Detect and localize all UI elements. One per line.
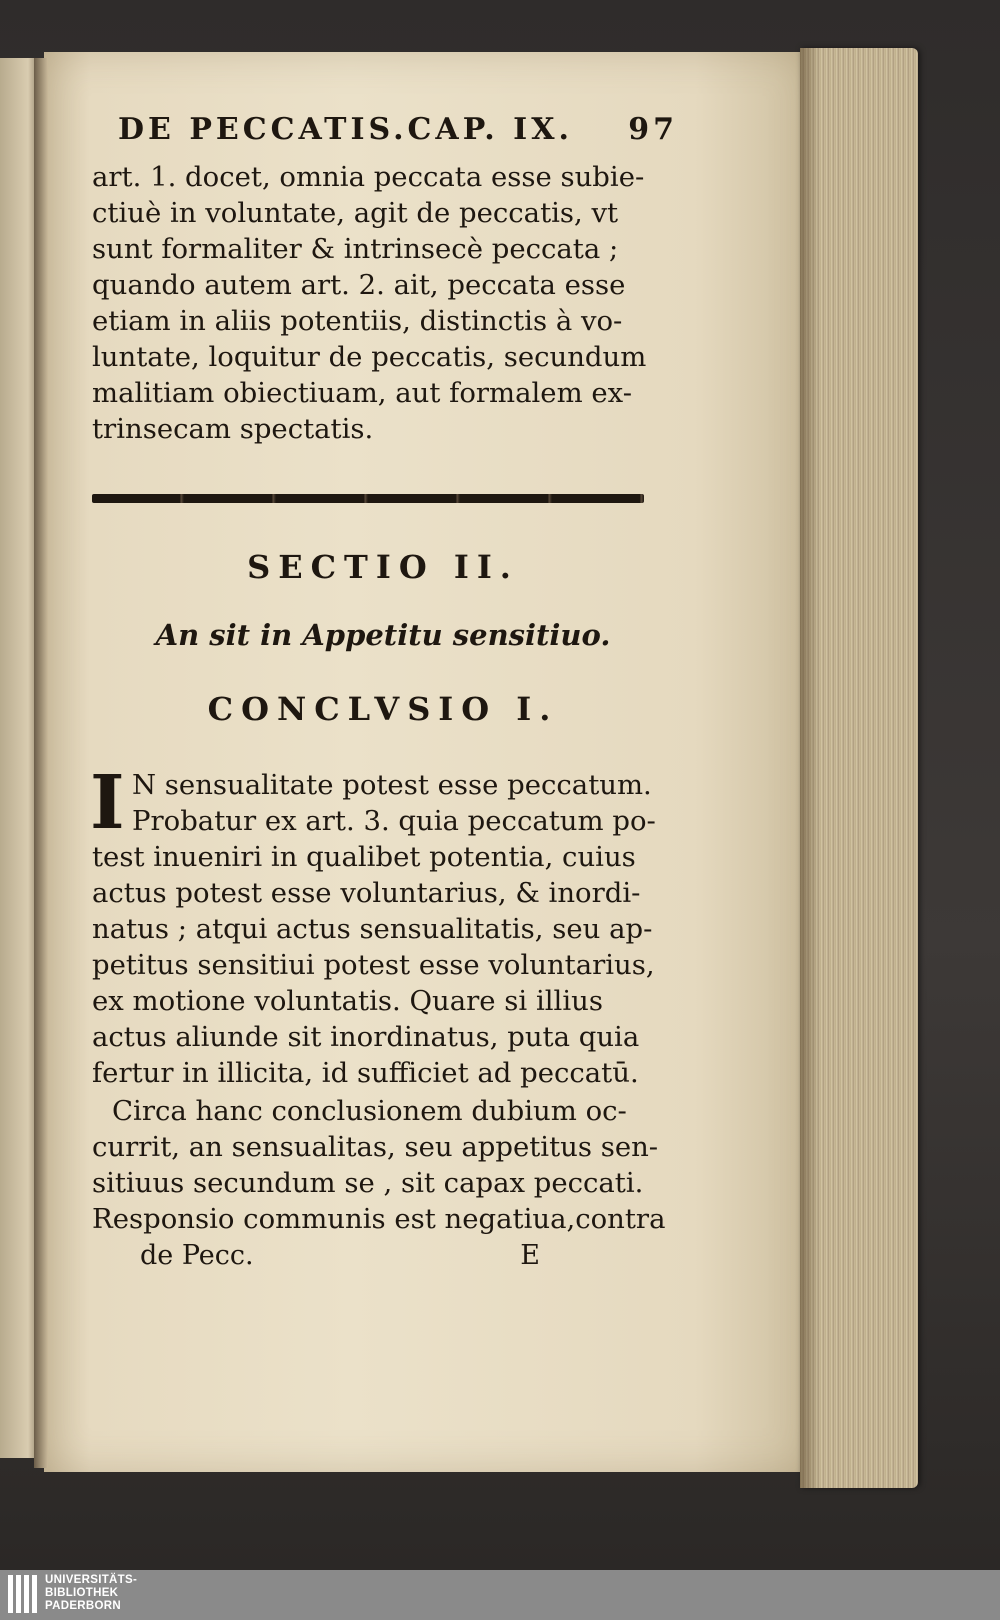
drop-capital: I xyxy=(90,760,125,846)
text-line: actus potest esse voluntarius, & inordi- xyxy=(92,877,641,909)
running-title: DE PECCATIS.CAP. IX. xyxy=(118,112,573,147)
library-banner xyxy=(0,1570,1000,1620)
signature-mark: E xyxy=(520,1240,540,1271)
text-line: natus ; atqui actus sensualitatis, seu ap- xyxy=(92,913,653,945)
text-line: quando autem art. 2. ait, peccata esse xyxy=(92,269,626,301)
page-edges-shadow xyxy=(800,48,820,1488)
text-line: ctiuè in voluntate, agit de peccatis, vt xyxy=(92,197,619,229)
text-line: trinsecam spectatis. xyxy=(92,413,374,445)
text-line: petitus sensitiui potest esse voluntarius, xyxy=(92,949,655,981)
text-line: etiam in aliis potentiis, distinctis à vo- xyxy=(92,305,623,337)
library-logo-text xyxy=(45,1574,137,1613)
text-line: luntate, loquitur de peccatis, secundum xyxy=(92,341,647,373)
section-title: SECTIO II. xyxy=(247,548,519,586)
text-line: malitiam obiectiuam, aut formalem ex- xyxy=(92,377,632,409)
catchword: de Pecc. xyxy=(140,1240,254,1271)
text-line: sitiuus secundum se , sit capax peccati. xyxy=(92,1167,644,1199)
text-line: Responsio communis est negatiua,contra xyxy=(92,1203,666,1235)
text-line: fertur in illicita, id sufficiet ad peccatū. xyxy=(92,1057,639,1089)
section-subtitle: An sit in Appetitu sensitiuo. xyxy=(155,618,611,652)
text-line: Circa hanc conclusionem dubium oc- xyxy=(112,1095,627,1127)
page-number: 97 xyxy=(628,112,678,147)
library-name-line: PADERBORN xyxy=(45,1600,121,1612)
text-line: sunt formaliter & intrinsecè peccata ; xyxy=(92,233,619,265)
library-logo-icon xyxy=(8,1575,37,1613)
text-line: actus aliunde sit inordinatus, puta quia xyxy=(92,1021,640,1053)
ornamental-rule xyxy=(92,494,644,503)
text-line: currit, an sensualitas, seu appetitus sen- xyxy=(92,1131,659,1163)
running-header xyxy=(118,112,678,147)
library-name-line: BIBLIOTHEK xyxy=(45,1587,119,1599)
conclusio-title: CONCLVSIO I. xyxy=(207,690,559,728)
book-gutter xyxy=(34,58,48,1468)
text-line: art. 1. docet, omnia peccata esse subie- xyxy=(92,161,645,193)
text-line: Probatur ex art. 3. quia peccatum po- xyxy=(132,805,656,837)
page-footer xyxy=(140,1240,540,1271)
text-line: test inueniri in qualibet potentia, cuius xyxy=(92,841,636,873)
text-line: N sensualitate potest esse peccatum. xyxy=(132,769,652,801)
library-logo xyxy=(8,1574,137,1613)
text-line: ex motione voluntatis. Quare si illius xyxy=(92,985,603,1017)
library-name-line: UNIVERSITÄTS- xyxy=(45,1574,138,1586)
